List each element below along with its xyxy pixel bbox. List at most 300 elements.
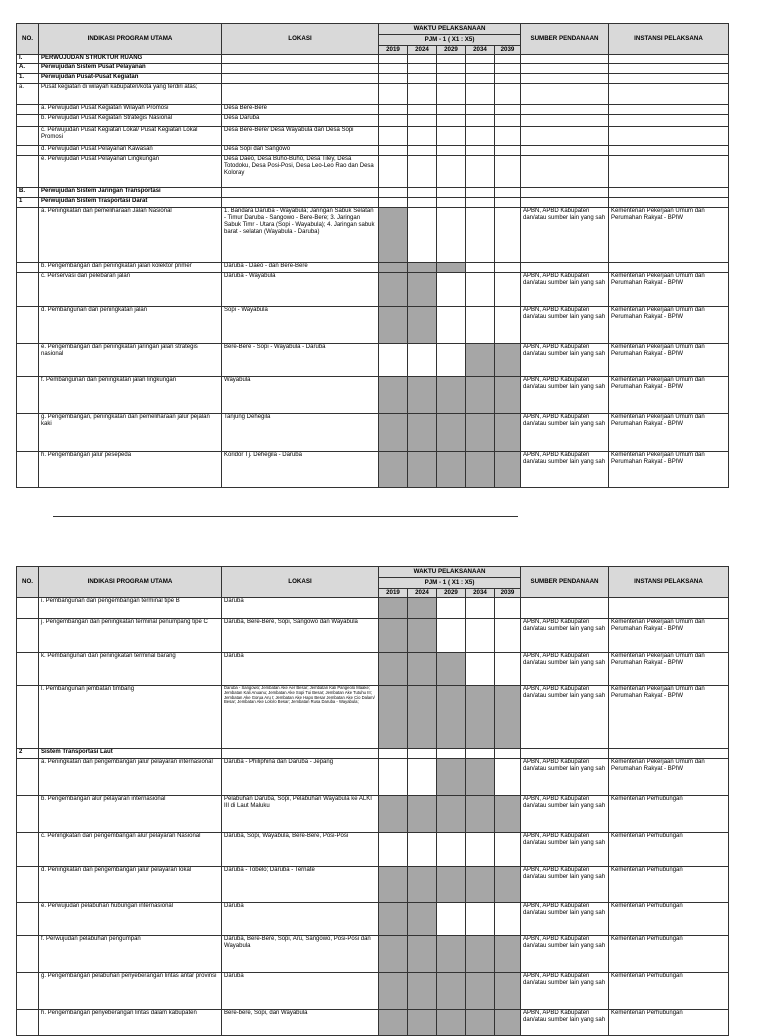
location-cell: Desa Daruba	[222, 115, 379, 127]
timeline-cell-active	[495, 686, 521, 749]
funding-cell	[521, 105, 609, 115]
row-number	[17, 263, 39, 273]
timeline-cell	[495, 749, 521, 759]
agency-cell: Kementerian Pekerjaan Umum dan Perumahan Rakyat - BPIW	[609, 759, 729, 796]
timeline-cell	[495, 74, 521, 84]
col-pjm-header: PJM - 1 ( X1 : X5)	[379, 578, 521, 589]
agency-cell	[609, 74, 729, 84]
timeline-cell	[437, 598, 466, 619]
program-cell: d. Perwujudan Pusat Pelayanan Kawasan	[39, 146, 222, 156]
timeline-cell	[437, 619, 466, 653]
program-cell: e. Perwujudan Pusat Pelayanan Lingkungan	[39, 156, 222, 188]
row-number	[17, 833, 39, 867]
timeline-cell-active	[408, 903, 437, 936]
program-cell: c. Perservasi dan pelebaran jalan	[39, 273, 222, 307]
timeline-cell	[466, 127, 495, 146]
timeline-cell-active	[379, 452, 408, 488]
funding-cell: APBN, APBD Kabupaten dan/atau sumber lain yang sah	[521, 414, 609, 452]
timeline-cell-active	[466, 414, 495, 452]
funding-cell	[521, 263, 609, 273]
program-cell: a. Perwujudan Pusat Kegiatan Wilayah Promosi	[39, 105, 222, 115]
timeline-cell	[437, 188, 466, 198]
timeline-cell	[379, 146, 408, 156]
funding-cell	[521, 598, 609, 619]
timeline-cell	[408, 749, 437, 759]
timeline-cell	[466, 273, 495, 307]
program-cell: Perwujudan Sistem Jaringan Transportasi	[39, 188, 222, 198]
timeline-cell	[437, 105, 466, 115]
timeline-cell	[408, 105, 437, 115]
program-cell: Sistem Transportasi Laut	[39, 749, 222, 759]
program-cell: f. Pembangunan dan peningkatan jalan lingkungan	[39, 377, 222, 414]
timeline-cell-active	[408, 1010, 437, 1036]
col-year-header: 2034	[466, 46, 495, 55]
timeline-cell	[379, 55, 408, 64]
program-cell: g. Pengembangan pelabuhan penyeberangan lintas antar provinsi	[39, 973, 222, 1010]
timeline-cell	[408, 115, 437, 127]
timeline-cell-active	[408, 867, 437, 903]
program-cell: PERWUJUDAN STRUKTUR RUANG	[39, 55, 222, 64]
timeline-cell-active	[408, 377, 437, 414]
timeline-cell-active	[437, 1010, 466, 1036]
location-cell	[222, 64, 379, 74]
table-row	[17, 273, 729, 307]
table-row	[17, 307, 729, 344]
col-no-header: NO.	[17, 24, 39, 55]
table-row	[17, 55, 729, 64]
agency-cell: Kementerian Perhubungan	[609, 973, 729, 1010]
program-cell: e. Perwujudan pelabuhan hubungan internasional	[39, 903, 222, 936]
table-row	[17, 146, 729, 156]
program-matrix-table-2	[16, 566, 729, 1036]
timeline-cell-active	[437, 414, 466, 452]
timeline-cell	[495, 208, 521, 263]
location-cell: Bere-Bere - Sopi - Wayabula - Daruba	[222, 344, 379, 377]
timeline-cell	[495, 198, 521, 208]
row-number	[17, 146, 39, 156]
funding-cell: APBN, APBD Kabupaten dan/atau sumber lain yang sah	[521, 1010, 609, 1036]
agency-cell	[609, 64, 729, 74]
timeline-cell	[437, 55, 466, 64]
location-cell: Sopi - Wayabula	[222, 307, 379, 344]
program-cell: c. Peningkatan dan pengembangan alur pelayaran Nasional	[39, 833, 222, 867]
timeline-cell-active	[408, 598, 437, 619]
timeline-cell-active	[379, 936, 408, 973]
program-cell: Pusat kegiatan di wilayah kabupaten/kota yang terdiri atas;	[39, 84, 222, 105]
timeline-cell	[466, 146, 495, 156]
agency-cell: Kementerian Pekerjaan Umum dan Perumahan Rakyat - BPIW	[609, 208, 729, 263]
timeline-cell-active	[408, 973, 437, 1010]
location-cell: Desa Sopi dan Sangowo	[222, 146, 379, 156]
timeline-cell	[379, 84, 408, 105]
timeline-cell-active	[379, 619, 408, 653]
location-cell: Daruba	[222, 598, 379, 619]
table-row	[17, 115, 729, 127]
funding-cell: APBN, APBD Kabupaten dan/atau sumber lain yang sah	[521, 796, 609, 833]
timeline-cell	[437, 833, 466, 867]
timeline-cell	[495, 598, 521, 619]
row-number	[17, 115, 39, 127]
table-row	[17, 936, 729, 973]
table-row	[17, 208, 729, 263]
timeline-cell-active	[466, 759, 495, 796]
col-waktu-header: WAKTU PELAKSANAAN	[379, 24, 521, 35]
table-row	[17, 653, 729, 686]
agency-cell	[609, 105, 729, 115]
timeline-cell-active	[408, 619, 437, 653]
funding-cell: APBN, APBD Kabupaten dan/atau sumber lain yang sah	[521, 273, 609, 307]
timeline-cell-active	[466, 344, 495, 377]
timeline-cell	[408, 188, 437, 198]
timeline-cell	[408, 198, 437, 208]
col-year-header: 2029	[437, 46, 466, 55]
funding-cell	[521, 749, 609, 759]
timeline-cell	[466, 198, 495, 208]
timeline-cell	[437, 84, 466, 105]
timeline-cell	[408, 208, 437, 263]
timeline-cell	[408, 344, 437, 377]
funding-cell	[521, 74, 609, 84]
location-cell: Bere-bere, Sopi, dan Wayabula	[222, 1010, 379, 1036]
timeline-cell	[495, 188, 521, 198]
program-cell: b. Perwujudan Pusat Kegiatan Strategis Nasional	[39, 115, 222, 127]
table-row	[17, 796, 729, 833]
agency-cell: Kementerian Pekerjaan Umum dan Perumahan Rakyat - BPIW	[609, 414, 729, 452]
timeline-cell	[437, 273, 466, 307]
funding-cell	[521, 127, 609, 146]
timeline-cell	[437, 198, 466, 208]
funding-cell: APBN, APBD Kabupaten dan/atau sumber lain yang sah	[521, 452, 609, 488]
timeline-cell-active	[437, 263, 466, 273]
timeline-cell	[379, 64, 408, 74]
timeline-cell-active	[408, 263, 437, 273]
timeline-cell-active	[379, 273, 408, 307]
table-row	[17, 833, 729, 867]
timeline-cell-active	[379, 973, 408, 1010]
timeline-cell	[466, 55, 495, 64]
location-cell: Daruba - Sangowo; Jembatan Ake Aer Besar; Jembatan Kali Pangeolo Maake; Jembatan Kali Anuanu; Jembatan Ake Sopi Tui Besar; Jembatan Ake Tutuhu III; Jembatan Ake Gorua Aru I; Jembatan Ake Hapo Besar Jembatan Ake Cio Dalam/ Besar; Jembatan Ake Loloro Besar; Jembatan Rusa Daruba - Wayabula;	[222, 686, 379, 749]
col-year-header: 2039	[495, 46, 521, 55]
table-row	[17, 344, 729, 377]
timeline-cell	[495, 156, 521, 188]
col-year-header: 2019	[379, 589, 408, 598]
agency-cell: Kementerian Pekerjaan Umum dan Perumahan Rakyat - BPIW	[609, 307, 729, 344]
row-number	[17, 377, 39, 414]
location-cell: Daruba	[222, 973, 379, 1010]
agency-cell: Kementerian Pekerjaan Umum dan Perumahan Rakyat - BPIW	[609, 344, 729, 377]
row-number	[17, 598, 39, 619]
timeline-cell	[379, 749, 408, 759]
timeline-cell	[437, 156, 466, 188]
timeline-cell-active	[495, 867, 521, 903]
location-cell: Desa Daeo, Desa Buho-Buho, Desa Tiley, Desa Totodoku, Desa Posi-Posi, Desa Leo-Leo Rao dan Desa Koloray	[222, 156, 379, 188]
timeline-cell	[495, 105, 521, 115]
row-number	[17, 686, 39, 749]
timeline-cell	[495, 127, 521, 146]
table-row	[17, 263, 729, 273]
timeline-cell	[437, 903, 466, 936]
timeline-cell	[495, 263, 521, 273]
timeline-cell-active	[466, 686, 495, 749]
timeline-cell	[495, 833, 521, 867]
row-number	[17, 619, 39, 653]
timeline-cell-active	[379, 867, 408, 903]
table-row	[17, 84, 729, 105]
funding-cell: APBN, APBD Kabupaten dan/atau sumber lain yang sah	[521, 867, 609, 903]
timeline-cell-active	[466, 867, 495, 903]
timeline-cell-active	[408, 273, 437, 307]
page-cut-line	[53, 516, 518, 517]
row-number	[17, 973, 39, 1010]
location-cell	[222, 55, 379, 64]
timeline-cell	[495, 84, 521, 105]
funding-cell	[521, 115, 609, 127]
timeline-cell	[437, 64, 466, 74]
program-cell: Perwujudan Sistem Trasportasi Darat	[39, 198, 222, 208]
timeline-cell	[437, 146, 466, 156]
timeline-cell	[379, 759, 408, 796]
program-cell: b. Pengembangan dan peningkatan jalan kolektor primer	[39, 263, 222, 273]
program-cell: b. Pengembangan alur pelayaran internasional	[39, 796, 222, 833]
timeline-cell-active	[466, 1010, 495, 1036]
program-cell: k. Pembangunan dan peningkatan terminal barang	[39, 653, 222, 686]
timeline-cell-active	[495, 377, 521, 414]
timeline-cell-active	[379, 686, 408, 749]
row-number	[17, 653, 39, 686]
timeline-cell-active	[466, 973, 495, 1010]
table-row	[17, 198, 729, 208]
timeline-cell	[437, 749, 466, 759]
timeline-cell	[495, 653, 521, 686]
timeline-cell-active	[379, 263, 408, 273]
row-number: 2	[17, 749, 39, 759]
timeline-cell-active	[379, 598, 408, 619]
col-sumber-header: SUMBER PENDANAAN	[521, 24, 609, 55]
agency-cell	[609, 188, 729, 198]
timeline-cell-active	[437, 653, 466, 686]
col-year-header: 2019	[379, 46, 408, 55]
timeline-cell	[495, 619, 521, 653]
col-waktu-header: WAKTU PELAKSANAAN	[379, 567, 521, 578]
program-cell: Perwujudan Sistem Pusat Pelayanan	[39, 64, 222, 74]
table-row	[17, 1010, 729, 1036]
timeline-cell-active	[437, 796, 466, 833]
timeline-cell	[437, 344, 466, 377]
funding-cell: APBN, APBD Kabupaten dan/atau sumber lain yang sah	[521, 619, 609, 653]
funding-cell: APBN, APBD Kabupaten dan/atau sumber lain yang sah	[521, 344, 609, 377]
program-matrix-table-1	[16, 23, 729, 488]
location-cell: Daruba	[222, 653, 379, 686]
timeline-cell	[495, 55, 521, 64]
row-number: B.	[17, 188, 39, 198]
timeline-cell	[466, 156, 495, 188]
program-cell: a. Peningkatan dan pengembangan jalur pelayaran internasional	[39, 759, 222, 796]
timeline-cell	[466, 598, 495, 619]
timeline-cell	[466, 188, 495, 198]
timeline-cell-active	[437, 377, 466, 414]
timeline-cell-active	[437, 867, 466, 903]
timeline-cell	[408, 156, 437, 188]
timeline-cell	[408, 127, 437, 146]
row-number	[17, 452, 39, 488]
agency-cell: Kementerian Pekerjaan Umum dan Perumahan Rakyat - BPIW	[609, 273, 729, 307]
agency-cell: Kementerian Pekerjaan Umum dan Perumahan Rakyat - BPIW	[609, 619, 729, 653]
table-row	[17, 598, 729, 619]
table-row	[17, 414, 729, 452]
program-cell: d. Pembangunan dan peningkatan jalan	[39, 307, 222, 344]
row-number	[17, 307, 39, 344]
timeline-cell-active	[379, 377, 408, 414]
timeline-cell-active	[408, 686, 437, 749]
program-cell: f. Perwujudan pelabuhan pengumpan	[39, 936, 222, 973]
col-pjm-header: PJM - 1 ( X1 : X5)	[379, 35, 521, 46]
funding-cell: APBN, APBD Kabupaten dan/atau sumber lain yang sah	[521, 759, 609, 796]
timeline-cell	[466, 105, 495, 115]
funding-cell: APBN, APBD Kabupaten dan/atau sumber lain yang sah	[521, 208, 609, 263]
funding-cell: APBN, APBD Kabupaten dan/atau sumber lain yang sah	[521, 653, 609, 686]
timeline-cell-active	[466, 936, 495, 973]
timeline-cell-active	[495, 1010, 521, 1036]
row-number: a.	[17, 84, 39, 105]
col-program-header: INDIKASI PROGRAM UTAMA	[39, 567, 222, 598]
funding-cell	[521, 156, 609, 188]
table-row	[17, 377, 729, 414]
row-number	[17, 936, 39, 973]
agency-cell: Kementerian Pekerjaan Umum dan Perumahan Rakyat - BPIW	[609, 452, 729, 488]
location-cell	[222, 74, 379, 84]
timeline-cell-active	[379, 796, 408, 833]
location-cell: 1. Bandara Daruba - Wayabula; Jaringan Sabuk Selatan - Timur Daruba - Sangowo - Bere-Bere; 3. Jaringan Sabuk Timr - Utara (Sopi - Wayabula); 4. Jaringan sabuk barat - selatan (Wayabula - Daruba)	[222, 208, 379, 263]
col-sumber-header: SUMBER PENDANAAN	[521, 567, 609, 598]
table-row	[17, 903, 729, 936]
row-number	[17, 127, 39, 146]
funding-cell	[521, 146, 609, 156]
timeline-cell	[379, 156, 408, 188]
row-number	[17, 273, 39, 307]
timeline-cell	[466, 833, 495, 867]
col-lokasi-header: LOKASI	[222, 24, 379, 55]
timeline-cell-active	[437, 686, 466, 749]
timeline-cell	[408, 833, 437, 867]
timeline-cell	[408, 55, 437, 64]
funding-cell	[521, 64, 609, 74]
row-number	[17, 105, 39, 115]
timeline-cell	[408, 84, 437, 105]
col-no-header: NO.	[17, 567, 39, 598]
funding-cell: APBN, APBD Kabupaten dan/atau sumber lain yang sah	[521, 936, 609, 973]
program-cell: a. Peningkatan dan pemeliharaan Jalan Nasional	[39, 208, 222, 263]
row-number: A.	[17, 64, 39, 74]
col-instansi-header: INSTANSI PELAKSANA	[609, 567, 729, 598]
location-cell	[222, 188, 379, 198]
timeline-cell	[466, 653, 495, 686]
row-number	[17, 156, 39, 188]
timeline-cell	[437, 74, 466, 84]
col-instansi-header: INSTANSI PELAKSANA	[609, 24, 729, 55]
location-cell: Daruba - Wayabula	[222, 273, 379, 307]
timeline-cell	[379, 344, 408, 377]
program-cell: h. Pengembangan jalur pesepeda	[39, 452, 222, 488]
timeline-cell-active	[408, 936, 437, 973]
program-cell: j. Pengembangan dan peningkatan terminal penumpang tipe C	[39, 619, 222, 653]
timeline-cell	[495, 64, 521, 74]
agency-cell: Kementerian Pekerjaan Umum dan Perumahan Rakyat - BPIW	[609, 653, 729, 686]
location-cell: Daruba - Daeo - dan Bere-Bere	[222, 263, 379, 273]
location-cell: Wayabula	[222, 377, 379, 414]
location-cell: Tanjung Dehegila	[222, 414, 379, 452]
row-number	[17, 759, 39, 796]
agency-cell: Kementerian Perhubungan	[609, 903, 729, 936]
timeline-cell	[495, 146, 521, 156]
timeline-cell	[437, 127, 466, 146]
location-cell	[222, 198, 379, 208]
timeline-cell-active	[495, 414, 521, 452]
agency-cell: Kementerian Pekerjaan Umum dan Perumahan Rakyat - BPIW	[609, 377, 729, 414]
agency-cell	[609, 55, 729, 64]
col-lokasi-header: LOKASI	[222, 567, 379, 598]
timeline-cell-active	[408, 452, 437, 488]
table-row	[17, 686, 729, 749]
row-number: 1.	[17, 74, 39, 84]
timeline-cell-active	[408, 796, 437, 833]
funding-cell	[521, 55, 609, 64]
agency-cell	[609, 127, 729, 146]
timeline-cell	[379, 105, 408, 115]
location-cell: Pelabuhan Daruba, Sopi, Pelabuhan Wayabula ke ALKI III di Laut Maluku	[222, 796, 379, 833]
timeline-cell	[379, 833, 408, 867]
agency-cell: Kementerian Perhubungan	[609, 796, 729, 833]
timeline-cell	[379, 74, 408, 84]
table-row	[17, 156, 729, 188]
location-cell: Desa Bere-Bere	[222, 105, 379, 115]
timeline-cell-active	[437, 759, 466, 796]
timeline-cell-active	[437, 973, 466, 1010]
timeline-cell-active	[379, 1010, 408, 1036]
funding-cell: APBN, APBD Kabupaten dan/atau sumber lain yang sah	[521, 686, 609, 749]
program-cell: l. Pembangunan jembatan timbang	[39, 686, 222, 749]
col-year-header: 2024	[408, 589, 437, 598]
timeline-cell	[408, 64, 437, 74]
row-number	[17, 344, 39, 377]
table-row	[17, 749, 729, 759]
location-cell	[222, 749, 379, 759]
agency-cell	[609, 598, 729, 619]
timeline-cell	[466, 307, 495, 344]
table-1-body	[17, 55, 729, 488]
location-cell: Koridor Tj. Dehegila - Daruba	[222, 452, 379, 488]
funding-cell	[521, 84, 609, 105]
agency-cell	[609, 115, 729, 127]
location-cell: Daruba, Bere-Bere, Sopi, Aru, Sangowo, Posi-Posi dan Wayabula	[222, 936, 379, 973]
timeline-cell	[495, 115, 521, 127]
program-cell: g. Pengembangan, peningkatan dan pemeliharaan jalur pejalan kaki	[39, 414, 222, 452]
agency-cell	[609, 146, 729, 156]
agency-cell	[609, 84, 729, 105]
row-number	[17, 903, 39, 936]
agency-cell	[609, 198, 729, 208]
location-cell: Desa Bere-Bere/ Desa Wayabula dan Desa Sopi	[222, 127, 379, 146]
agency-cell: Kementerian Pekerjaan Umum dan Perumahan Rakyat - BPIW	[609, 686, 729, 749]
timeline-cell	[495, 307, 521, 344]
timeline-cell-active	[437, 452, 466, 488]
location-cell: Daruba - Tobelo; Daruba - Ternate	[222, 867, 379, 903]
program-cell: c. Perwujudan Pusat Kegiatan Lokal/ Pusat Kegiatan Lokal Promosi	[39, 127, 222, 146]
timeline-cell	[466, 263, 495, 273]
timeline-cell-active	[408, 307, 437, 344]
timeline-cell-active	[437, 936, 466, 973]
row-number	[17, 1010, 39, 1036]
timeline-cell	[379, 188, 408, 198]
